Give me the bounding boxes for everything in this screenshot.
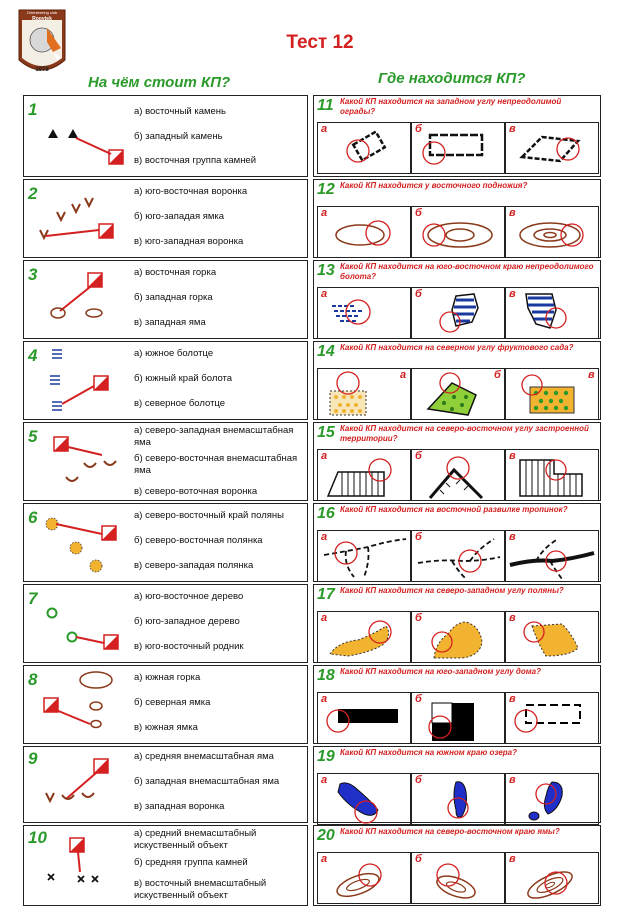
map-symbol-sketch [24,585,134,663]
option-label: а [400,369,407,381]
option-panel-a[interactable] [317,449,411,501]
panel-sketch [412,207,504,257]
question-13 [313,260,601,339]
option-label: в [509,207,516,219]
panel-sketch [506,369,598,419]
option-label: в [509,531,516,543]
option-label: б [415,612,422,624]
option-panel-a[interactable] [317,122,411,174]
option-panel-b[interactable] [411,287,505,339]
option-panel-c[interactable] [505,368,599,420]
question-10 [23,825,308,906]
option-label: а [321,450,328,462]
question-number: 13 [317,262,335,279]
question-text: Какой КП находится на северо-западном углу поляны? [340,586,564,595]
answer-c[interactable]: в) восточный внемасштабный искуственный объект [134,878,267,901]
question-number: 4 [28,346,38,365]
option-panel-a[interactable] [317,530,411,582]
map-symbol-sketch [24,504,134,582]
question-15 [313,422,601,501]
panel-sketch [318,288,410,338]
question-text: Какой КП находится на северо-восточном краю ямы? [340,827,560,836]
option-label: в [509,123,516,135]
question-14 [313,341,601,420]
panel-sketch [506,123,598,173]
option-panel-c[interactable] [505,692,599,744]
question-number: 15 [317,424,335,441]
option-panel-c[interactable] [505,773,599,825]
option-panel-a[interactable] [317,206,411,258]
question-number: 18 [317,667,335,684]
panel-sketch [412,531,504,581]
panel-sketch [506,531,598,581]
answer-b[interactable]: б) южный край болота [134,373,233,384]
question-number: 11 [317,97,334,114]
map-symbol-sketch [24,423,134,501]
panel-sketch [318,369,410,419]
panel-sketch [318,612,410,662]
question-number: 10 [28,828,47,847]
option-panel-a[interactable] [317,611,411,663]
answer-a[interactable]: а) юго-восточное дерево [134,591,244,602]
question-2 [23,179,308,258]
question-text: Какой КП находится на восточной развилке тропинок? [340,505,568,514]
question-number: 3 [28,265,38,284]
question-text: Какой КП находится у восточного подножия? [340,181,528,190]
answer-b[interactable]: б) средняя группа камней [134,857,248,868]
option-label: б [415,207,422,219]
option-panel-c[interactable] [505,206,599,258]
map-symbol-sketch [24,261,134,339]
map-symbol-sketch [24,96,134,176]
answer-c[interactable]: в) северо-воточная воронка [134,486,258,497]
option-panel-b[interactable] [411,692,505,744]
question-20 [313,825,601,906]
option-label: б [415,774,422,786]
question-9 [23,746,308,823]
question-number: 16 [317,505,335,522]
page-title: Тест 12 [286,32,354,53]
option-panel-a[interactable] [317,773,411,825]
answer-a[interactable]: а) северо-восточный край поляны [134,510,284,521]
option-panel-c[interactable] [505,611,599,663]
panel-sketch [318,531,410,581]
option-label: а [321,853,328,865]
panel-sketch [318,207,410,257]
panel-sketch [318,450,410,500]
answer-b[interactable]: б) юго-западное дерево [134,616,240,627]
question-number: 19 [317,748,335,765]
map-symbol-sketch [24,747,134,823]
question-number: 14 [317,343,335,360]
option-panel-a[interactable] [317,368,411,420]
answer-a[interactable]: а) восточная горка [134,267,217,278]
map-symbol-sketch [24,342,134,420]
question-text: Какой КП находится на северном углу фруктового сада? [340,343,574,352]
option-label: а [321,207,328,219]
option-panel-b[interactable] [411,206,505,258]
panel-sketch [506,288,598,338]
option-label: в [509,288,516,300]
panel-sketch [506,693,598,743]
map-symbol-sketch [24,180,134,258]
logo-year: 1978 [35,67,49,73]
option-panel-a[interactable] [317,692,411,744]
question-text: Какой КП находится на юго-восточном краю непреодолимого болота? [340,262,594,281]
question-number: 17 [317,586,335,603]
option-label: а [321,531,328,543]
answer-c[interactable]: в) восточная группа камней [134,155,257,166]
panel-sketch [412,123,504,173]
panel-sketch [506,774,598,824]
option-label: б [415,531,422,543]
option-label: в [588,369,595,381]
question-text: Какой КП находится на северо-восточном углу застроенной территории? [340,424,589,443]
option-label: а [321,774,328,786]
left-heading: На чём стоит КП? [88,74,231,91]
answer-b[interactable]: б) северо-восточная внемасштабная яма [134,453,298,476]
panel-sketch [412,693,504,743]
question-number: 9 [28,749,38,768]
option-panel-a[interactable] [317,287,411,339]
answer-c[interactable]: в) северное болотце [134,398,226,409]
answer-a[interactable]: а) средняя внемасштабная яма [134,751,274,762]
option-panel-a[interactable] [317,852,411,904]
option-label: б [415,693,422,705]
answer-a[interactable]: а) южная горка [134,672,201,683]
option-label: а [321,123,328,135]
answer-b[interactable]: б) западная внемасштабная яма [134,776,280,787]
answer-c[interactable]: в) северо-западая полянка [134,560,254,571]
question-5 [23,422,308,501]
option-panel-c[interactable] [505,852,599,904]
panel-sketch [412,853,504,903]
question-number: 8 [28,670,38,689]
question-number: 20 [317,827,335,844]
option-panel-c[interactable] [505,287,599,339]
panel-sketch [318,123,410,173]
option-panel-b[interactable] [411,611,505,663]
option-label: в [509,853,516,865]
option-panel-b[interactable] [411,852,505,904]
question-3 [23,260,308,339]
logo-brand: Roovtek [32,16,52,22]
option-label: в [509,774,516,786]
answer-c[interactable]: в) южная ямка [134,722,198,733]
panel-sketch [318,853,410,903]
question-number: 6 [28,508,38,527]
question-6 [23,503,308,582]
panel-sketch [412,450,504,500]
panel-sketch [506,207,598,257]
question-18 [313,665,601,744]
answer-a[interactable]: а) средний внемасштабный искуственный объект [134,828,257,851]
option-label: б [415,288,422,300]
question-12 [313,179,601,258]
question-16 [313,503,601,582]
option-panel-b[interactable] [411,449,505,501]
question-number: 5 [28,427,38,446]
option-label: б [415,450,422,462]
question-8 [23,665,308,744]
option-label: а [321,693,328,705]
option-panel-c[interactable] [505,449,599,501]
answer-c[interactable]: в) юго-западная воронка [134,236,244,247]
answer-c[interactable]: в) западная воронка [134,801,225,812]
option-label: в [509,693,516,705]
option-label: б [415,123,422,135]
question-number: 1 [28,100,38,119]
logo-club-text: Orienteering club [26,10,58,15]
answer-a[interactable]: а) южное болотце [134,348,214,359]
panel-sketch [412,774,504,824]
answer-b[interactable]: б) западная горка [134,292,213,303]
answer-b[interactable]: б) северная ямка [134,697,211,708]
map-symbol-sketch [24,826,134,906]
option-panel-b[interactable] [411,530,505,582]
option-panel-b[interactable] [411,122,505,174]
question-19 [313,746,601,823]
question-number: 12 [317,181,335,198]
question-1 [23,95,308,177]
option-label: а [321,612,328,624]
option-label: в [509,450,516,462]
option-label: б [415,853,422,865]
question-text: Какой КП находится на южном краю озера? [340,748,517,757]
option-panel-c[interactable] [505,122,599,174]
panel-sketch [412,612,504,662]
map-symbol-sketch [24,666,134,744]
right-heading: Где находится КП? [378,70,526,87]
option-panel-b[interactable] [411,773,505,825]
question-7 [23,584,308,663]
answer-a[interactable]: а) юго-восточная воронка [134,186,248,197]
panel-sketch [506,612,598,662]
panel-sketch [506,450,598,500]
question-11 [313,95,601,177]
answer-a[interactable]: а) северо-западная внемасштабная яма [134,425,294,448]
answer-c[interactable]: в) юго-восточный родник [134,641,244,652]
answer-a[interactable]: а) восточный камень [134,106,227,117]
question-number: 2 [28,184,38,203]
question-text: Какой КП находится на западном углу непреодолимой ограды? [340,97,562,116]
panel-sketch [412,369,504,419]
panel-sketch [318,774,410,824]
answer-b[interactable]: б) северо-восточная полянка [134,535,263,546]
option-panel-c[interactable] [505,530,599,582]
option-label: а [321,288,328,300]
answer-b[interactable]: б) юго-западая ямка [134,211,225,222]
question-number: 7 [28,589,38,608]
panel-sketch [506,853,598,903]
question-17 [313,584,601,663]
answer-c[interactable]: в) западная яма [134,317,206,328]
panel-sketch [318,693,410,743]
option-label: в [509,612,516,624]
panel-sketch [412,288,504,338]
question-text: Какой КП находится на юго-западном углу дома? [340,667,542,676]
option-panel-b[interactable] [411,368,505,420]
question-4 [23,341,308,420]
option-label: б [494,369,501,381]
answer-b[interactable]: б) западный камень [134,131,223,142]
